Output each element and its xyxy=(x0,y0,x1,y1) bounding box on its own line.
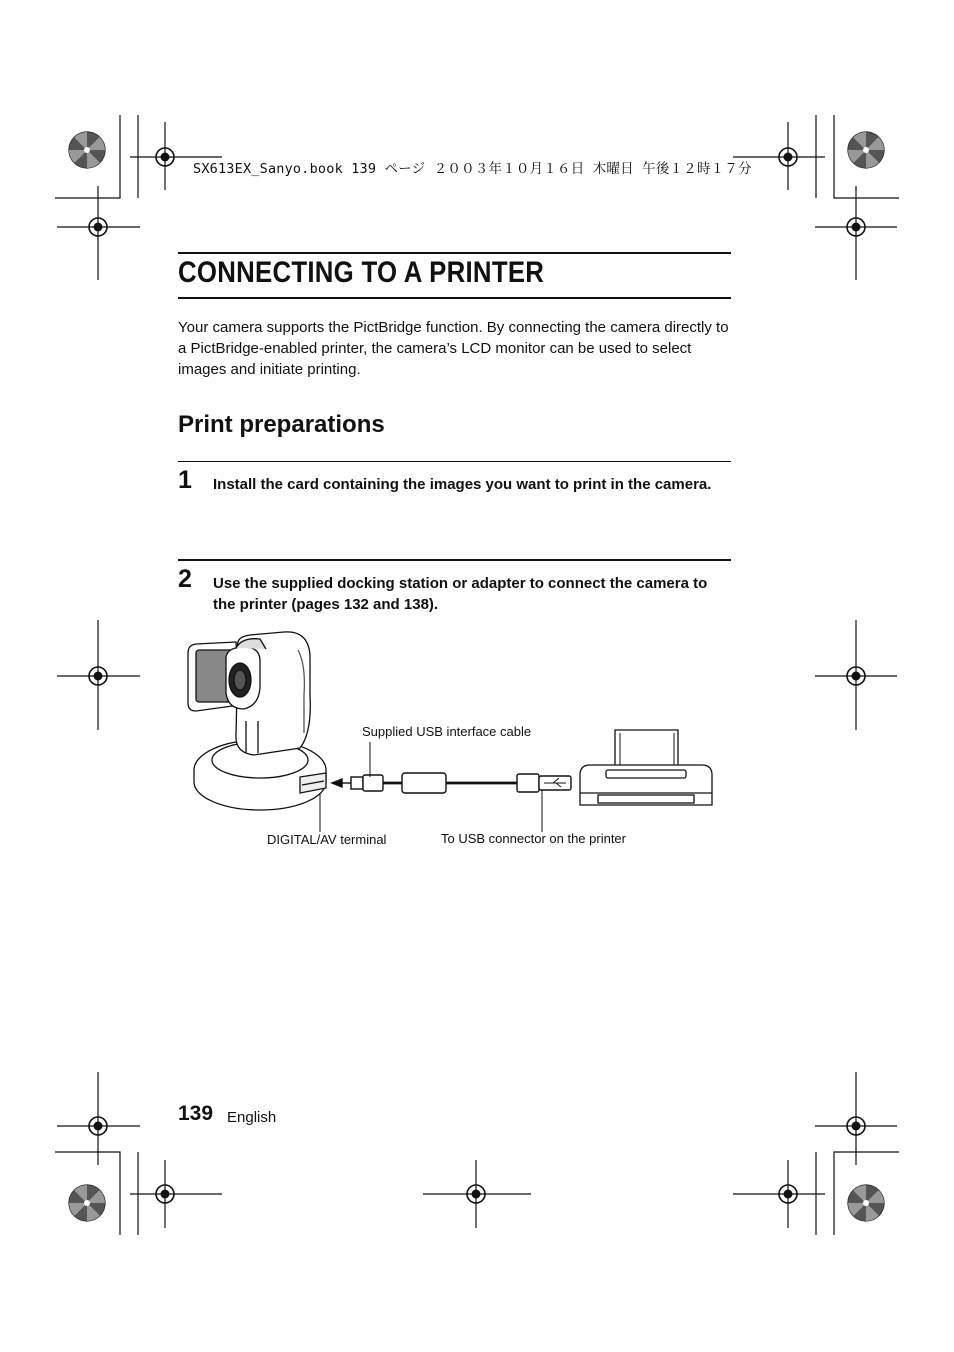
print-header: SX613EX_Sanyo.book 139 ページ ２００３年１０月１６日 木曜日 午後１２時１７分 xyxy=(193,161,752,177)
step-1-text: Install the card containing the images you want to print in the camera. xyxy=(213,476,712,493)
page-title: CONNECTING TO A PRINTER xyxy=(178,256,545,289)
step-1-rule xyxy=(178,461,731,462)
step-2-number: 2 xyxy=(178,565,192,593)
page-language: English xyxy=(227,1109,277,1126)
step-2-rule xyxy=(178,559,731,561)
step-1-number: 1 xyxy=(178,466,192,494)
step-2-text: Use the supplied docking station or adapter to connect the camera to the printer (pages 132 and 138). xyxy=(213,575,708,613)
terminal-label: DIGITAL/AV terminal xyxy=(267,832,387,847)
intro-paragraph: Your camera supports the PictBridge function. By connecting the camera directly to a PictBridge-enabled printer, the camera’s LCD monitor can be used to select images and initiate printing. xyxy=(178,319,729,378)
usb-connector-label: To USB connector on the printer xyxy=(441,831,626,846)
title-bottom-rule xyxy=(178,297,731,299)
cable-label: Supplied USB interface cable xyxy=(362,724,532,739)
printer-illustration xyxy=(580,730,712,805)
title-top-rule xyxy=(178,252,731,254)
usb-cable-illustration xyxy=(332,773,571,793)
camera-illustration xyxy=(188,632,310,755)
page-number: 139 xyxy=(178,1102,214,1125)
section-heading: Print preparations xyxy=(178,411,385,438)
connection-diagram xyxy=(180,625,720,860)
